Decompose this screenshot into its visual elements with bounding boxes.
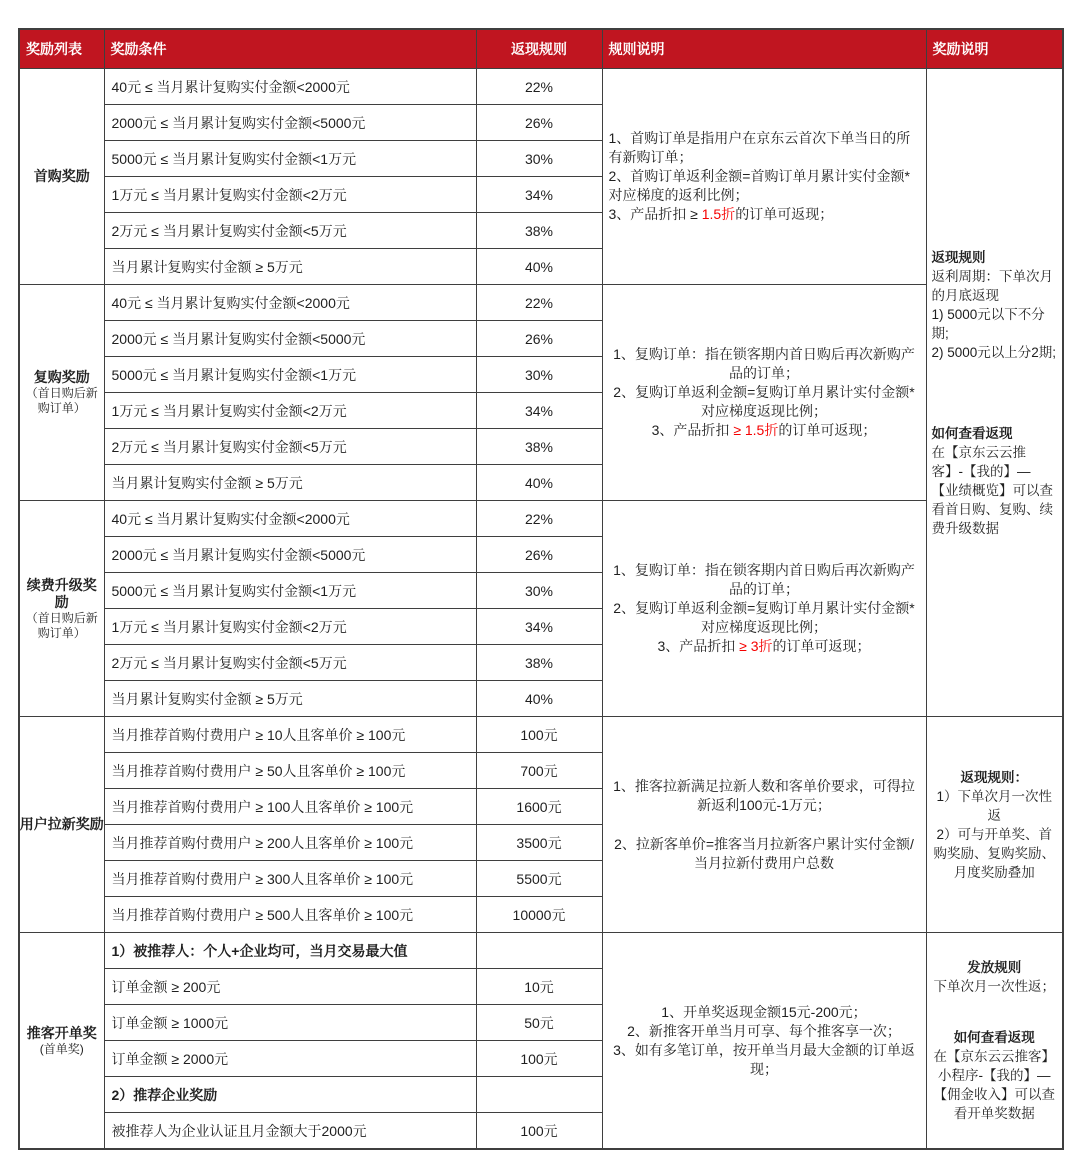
group-sublabel-text: （首日购后新购订单） <box>25 610 98 640</box>
rule-cell-3 <box>602 501 926 717</box>
condition-cell: 当月累计复购实付金额 ≥ 5万元 <box>104 249 476 285</box>
rule-text: 2、复购订单返利金额=复购订单月累计实付金额*对应梯度返现比例； <box>613 600 915 635</box>
group-label-text: 复购奖励 <box>33 369 90 385</box>
header-cell-reward-list: 奖励列表 <box>19 29 104 69</box>
table-body <box>19 69 1063 1150</box>
value-cell: 22% <box>476 285 602 321</box>
rewards-table <box>18 28 1064 1150</box>
rule-line <box>609 421 920 440</box>
value-cell: 22% <box>476 501 602 537</box>
rule-cell-2 <box>602 285 926 501</box>
condition-cell: 2万元 ≤ 当月累计复购实付金额<5万元 <box>104 213 476 249</box>
rule-line <box>609 129 920 167</box>
rule-line <box>609 637 920 656</box>
rule-text: 的订单可返现； <box>778 422 877 438</box>
rule-cell-1 <box>602 69 926 285</box>
value-cell: 26% <box>476 537 602 573</box>
condition-cell: 当月累计复购实付金额 ≥ 5万元 <box>104 465 476 501</box>
value-cell: 38% <box>476 213 602 249</box>
condition-cell: 40元 ≤ 当月累计复购实付金额<2000元 <box>104 285 476 321</box>
note-line: 1）下单次月一次性返 <box>936 788 1052 823</box>
header-cell-reward-desc: 奖励说明 <box>926 29 1063 69</box>
value-cell: 40% <box>476 681 602 717</box>
value-cell: 100元 <box>476 1113 602 1150</box>
condition-cell: 5000元 ≤ 当月累计复购实付金额<1万元 <box>104 141 476 177</box>
rule-text: 2、复购订单返利金额=复购订单月累计实付金额*对应梯度返现比例； <box>613 384 915 419</box>
table-row <box>19 933 1063 969</box>
header-row <box>19 29 1063 69</box>
value-cell: 26% <box>476 105 602 141</box>
value-cell: 3500元 <box>476 825 602 861</box>
condition-cell: 当月推荐首购付费用户 ≥ 100人且客单价 ≥ 100元 <box>104 789 476 825</box>
rule-line <box>609 167 920 205</box>
note-line: 2) 5000元以上分2期; <box>931 344 1057 360</box>
condition-cell: 2万元 ≤ 当月累计复购实付金额<5万元 <box>104 429 476 465</box>
note-line: 1) 5000元以下不分期; <box>931 306 1045 341</box>
value-cell: 40% <box>476 465 602 501</box>
note-cell-1 <box>926 69 1063 717</box>
group-sublabel-text: （首日购后新购订单） <box>25 386 98 415</box>
note-line: 下单次月一次性返； <box>933 979 1055 994</box>
rule-text: 2、拉新客单价=推客当月拉新客户累计实付金额/当月拉新付费用户总数 <box>614 835 914 871</box>
group-label-4 <box>19 717 104 933</box>
header-cell-cashback: 返现规则 <box>476 29 602 69</box>
value-cell: 100元 <box>476 717 602 753</box>
condition-cell: 2）推荐企业奖励 <box>104 1077 476 1113</box>
note-heading: 如何查看返现 <box>931 425 1013 441</box>
note-spacer <box>932 996 1058 1028</box>
rule-cell-5 <box>602 933 926 1150</box>
condition-cell: 1万元 ≤ 当月累计复购实付金额<2万元 <box>104 393 476 429</box>
table-row <box>19 285 1063 321</box>
rule-line <box>609 835 920 873</box>
rule-line <box>609 561 920 599</box>
condition-cell: 当月推荐首购付费用户 ≥ 500人且客单价 ≥ 100元 <box>104 897 476 933</box>
table-row <box>19 717 1063 753</box>
condition-cell: 订单金额 ≥ 1000元 <box>104 1005 476 1041</box>
note-heading: 返现规则： <box>960 769 1028 785</box>
rule-text: 1、推客拉新满足拉新人数和客单价要求，可得拉新返利100元-1万元； <box>613 777 915 813</box>
condition-cell: 订单金额 ≥ 200元 <box>104 969 476 1005</box>
group-label-text: 推客开单奖 <box>26 1024 97 1041</box>
rule-line <box>609 777 920 815</box>
group-sublabel-text: (首单奖) <box>39 1041 84 1056</box>
note-line: 2）可与开单奖、首购奖励、复购奖励、月度奖励叠加 <box>933 826 1055 880</box>
group-label-2 <box>19 285 104 501</box>
rule-line <box>609 599 920 637</box>
rule-text: 的订单可返现； <box>735 206 834 222</box>
note-cell-4 <box>926 717 1063 933</box>
condition-cell: 5000元 ≤ 当月累计复购实付金额<1万元 <box>104 573 476 609</box>
value-cell: 1600元 <box>476 789 602 825</box>
value-cell: 40% <box>476 249 602 285</box>
value-cell: 700元 <box>476 753 602 789</box>
value-cell: 34% <box>476 609 602 645</box>
table-row <box>19 501 1063 537</box>
condition-cell: 当月推荐首购付费用户 ≥ 200人且客单价 ≥ 100元 <box>104 825 476 861</box>
note-line: 在【京东云云推客】-【我的】—【业绩概览】可以查看首日购、复购、续费升级数据 <box>931 444 1053 536</box>
condition-cell: 1万元 ≤ 当月累计复购实付金额<2万元 <box>104 609 476 645</box>
condition-cell: 当月累计复购实付金额 ≥ 5万元 <box>104 681 476 717</box>
note-line: 返利周期：下单次月的月底返现 <box>931 268 1053 303</box>
rule-text: 的订单可返现； <box>772 638 871 654</box>
value-cell: 30% <box>476 141 602 177</box>
rule-text: 2、新推客开单当月可享、每个推客享一次； <box>627 1022 901 1039</box>
group-label-3 <box>19 501 104 717</box>
value-cell: 38% <box>476 429 602 465</box>
value-cell: 34% <box>476 393 602 429</box>
value-cell: 50元 <box>476 1005 602 1041</box>
value-cell: 34% <box>476 177 602 213</box>
condition-cell: 2万元 ≤ 当月累计复购实付金额<5万元 <box>104 645 476 681</box>
value-cell: 38% <box>476 645 602 681</box>
group-label-text: 首购奖励 <box>33 168 90 184</box>
condition-cell: 订单金额 ≥ 2000元 <box>104 1041 476 1077</box>
condition-cell: 当月推荐首购付费用户 ≥ 300人且客单价 ≥ 100元 <box>104 861 476 897</box>
condition-cell: 1万元 ≤ 当月累计复购实付金额<2万元 <box>104 177 476 213</box>
note-line: 在【京东云云推客】小程序-【我的】—【佣金收入】可以查看开单奖数据 <box>933 1049 1055 1121</box>
rule-spacer <box>609 815 920 835</box>
rule-text: 1、复购订单：指在锁客期内首日购后再次新购产品的订单； <box>613 562 915 597</box>
rule-text: 1、复购订单：指在锁客期内首日购后再次新购产品的订单； <box>613 346 915 381</box>
condition-cell: 40元 ≤ 当月累计复购实付金额<2000元 <box>104 69 476 105</box>
note-heading: 如何查看返现 <box>953 1030 1035 1045</box>
condition-cell: 5000元 ≤ 当月累计复购实付金额<1万元 <box>104 357 476 393</box>
red-highlight: ≥ 1.5折 <box>733 422 779 438</box>
red-highlight: 1.5折 <box>701 206 736 222</box>
rule-text: 2、首购订单返利金额=首购订单月累计实付金额*对应梯度的返利比例； <box>608 168 910 203</box>
rule-text: 1、开单奖返现金额15元-200元； <box>661 1003 867 1020</box>
rule-line <box>609 1003 920 1022</box>
note-cell-5 <box>926 933 1063 1150</box>
value-cell <box>476 933 602 969</box>
value-cell: 30% <box>476 357 602 393</box>
condition-cell: 40元 ≤ 当月累计复购实付金额<2000元 <box>104 501 476 537</box>
group-label-1 <box>19 69 104 285</box>
rule-text: 1、首购订单是指用户在京东云首次下单当日的所有新购订单； <box>608 130 911 165</box>
rule-line <box>609 205 920 224</box>
note-heading: 返现规则 <box>931 249 986 265</box>
header-cell-condition: 奖励条件 <box>104 29 476 69</box>
rule-cell-4 <box>602 717 926 933</box>
rule-line <box>609 383 920 421</box>
condition-cell: 被推荐人为企业认证且月金额大于2000元 <box>104 1113 476 1150</box>
group-label-text: 续费升级奖励 <box>26 576 97 610</box>
rule-line <box>609 1022 920 1041</box>
rule-text: 3、如有多笔订单，按开单当月最大金额的订单返现； <box>613 1041 915 1077</box>
header-cell-rule: 规则说明 <box>602 29 926 69</box>
value-cell: 100元 <box>476 1041 602 1077</box>
value-cell <box>476 1077 602 1113</box>
table-row <box>19 69 1063 105</box>
group-label-text: 用户拉新奖励 <box>19 816 104 832</box>
condition-cell: 当月推荐首购付费用户 ≥ 10人且客单价 ≥ 100元 <box>104 717 476 753</box>
condition-cell: 当月推荐首购付费用户 ≥ 50人且客单价 ≥ 100元 <box>104 753 476 789</box>
value-cell: 22% <box>476 69 602 105</box>
note-spacer <box>932 362 1058 424</box>
value-cell: 10000元 <box>476 897 602 933</box>
value-cell: 30% <box>476 573 602 609</box>
red-highlight: ≥ 3折 <box>739 638 773 654</box>
value-cell: 10元 <box>476 969 602 1005</box>
rule-line <box>609 1041 920 1079</box>
condition-cell: 1）被推荐人：个人+企业均可，当月交易最大值 <box>104 933 476 969</box>
rule-text: 3、产品折扣 <box>651 422 734 438</box>
rule-text: 3、产品折扣 <box>657 638 740 654</box>
condition-cell: 2000元 ≤ 当月累计复购实付金额<5000元 <box>104 321 476 357</box>
rule-line <box>609 345 920 383</box>
condition-cell: 2000元 ≤ 当月累计复购实付金额<5000元 <box>104 105 476 141</box>
value-cell: 5500元 <box>476 861 602 897</box>
group-label-5 <box>19 933 104 1150</box>
value-cell: 26% <box>476 321 602 357</box>
rule-text: 3、产品折扣 ≥ <box>608 206 702 222</box>
note-heading: 发放规则 <box>967 960 1022 975</box>
condition-cell: 2000元 ≤ 当月累计复购实付金额<5000元 <box>104 537 476 573</box>
